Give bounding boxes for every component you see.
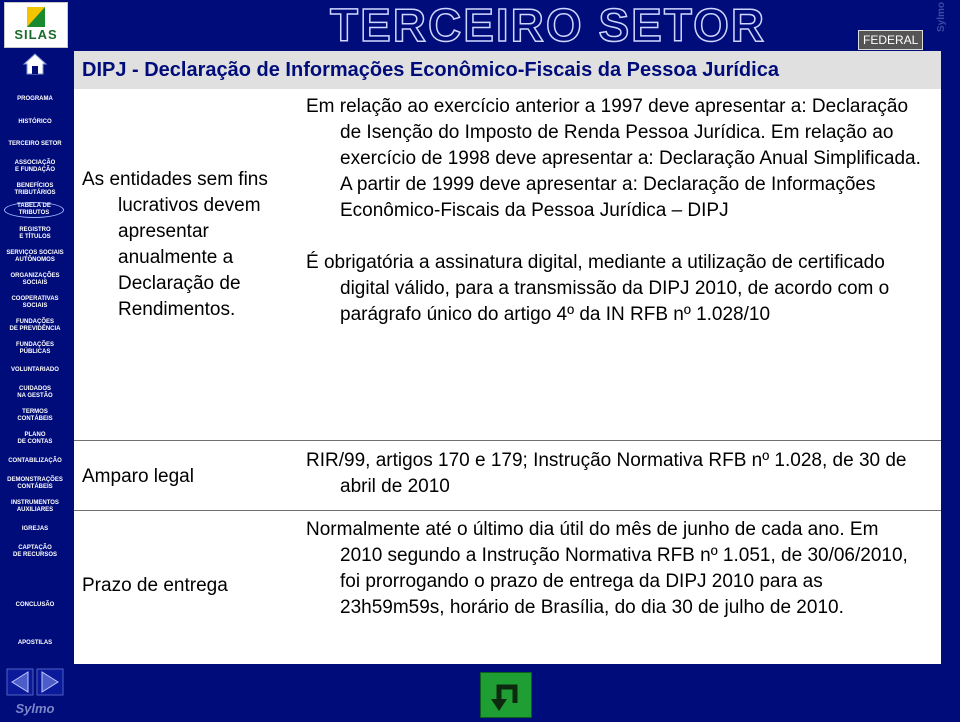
sidebar-item-beneficios[interactable]: BENEFÍCIOS TRIBUTÁRIOS xyxy=(14,183,56,196)
row-content xyxy=(306,448,924,500)
page-title: DIPJ - Declaração de Informações Econômico-Fiscais da Pessoa Jurídica xyxy=(74,51,941,89)
row-content xyxy=(306,517,924,621)
sidebar-item-plano-contas[interactable]: PLANO DE CONTAS xyxy=(17,432,53,445)
home-icon[interactable] xyxy=(22,52,48,76)
sidebar-item-apostilas[interactable]: APOSTILAS xyxy=(17,640,53,646)
logo xyxy=(4,2,68,48)
sidebar xyxy=(0,0,70,720)
return-arrow-icon xyxy=(481,673,531,717)
sidebar-item-cooperativas[interactable]: COOPERATIVAS SOCIAIS xyxy=(11,296,59,309)
table-row xyxy=(74,512,941,664)
sidebar-item-organizacoes[interactable]: ORGANIZAÇÕES SOCIAIS xyxy=(10,273,60,286)
row-label-text: Amparo legal xyxy=(82,466,194,487)
sidebar-item-instrumentos[interactable]: INSTRUMENTOS AUXILIARES xyxy=(11,500,59,513)
table-row xyxy=(74,442,941,511)
sidebar-item-servicos-sociais[interactable]: SERVIÇOS SOCIAIS AUTÔNOMOS xyxy=(6,250,64,263)
row-paragraph: Normalmente até o último dia útil do mês de junho de cada ano. Em 2010 segundo a Instrução Normativa RFB nº 1.051, de 30/06/2010, foi prorrogando o prazo de entrega da DIPJ 2010 para as 23h59m59s, horário de Brasília, do dia 30 de julho de 2010. xyxy=(306,519,908,618)
sidebar-item-igrejas[interactable]: IGREJAS xyxy=(21,526,49,532)
arrow-left-icon[interactable] xyxy=(7,669,33,695)
row-paragraph: RIR/99, artigos 170 e 179; Instrução Normativa RFB nº 1.028, de 30 de abril de 2010 xyxy=(306,450,907,497)
sidebar-item-associacao[interactable]: ASSOCIAÇÃO E FUNDAÇÃO xyxy=(14,160,56,173)
row-paragraph: Em relação ao exercício anterior a 1997 deve apresentar a: Declaração de Isenção do Imposto de Renda Pessoa Jurídica. Em relação ao exercício de 1998 deve apresentar a: Declaração Anual Simplificada. A partir de 1999 deve apresentar a: Declaração de Informações Econômico-Fiscais da Pessoa Jurídica – DIPJ xyxy=(306,96,921,221)
row-paragraph: É obrigatória a assinatura digital, mediante a utilização de certificado digital válido, para a transmissão da DIPJ 2010, de acordo com o parágrafo único do artigo 4º da IN RFB nº 1.028/10 xyxy=(306,252,890,325)
sylmo-brand-bottom: Sylmo xyxy=(15,701,55,716)
row-label xyxy=(82,464,277,490)
sidebar-item-termos[interactable]: TERMOS CONTÁBEIS xyxy=(17,409,53,422)
row-label xyxy=(82,167,277,323)
sidebar-item-cuidados[interactable]: CUIDADOS NA GESTÃO xyxy=(17,386,53,399)
row-label-text: Prazo de entrega xyxy=(82,575,228,596)
sidebar-item-fundacoes-previdencia[interactable]: FUNDAÇÕES DE PREVIDÊNCIA xyxy=(9,319,61,332)
row-label xyxy=(82,573,277,599)
nav-arrows xyxy=(6,668,64,696)
sidebar-item-demonstracoes[interactable]: DEMONSTRAÇÕES CONTÁBEIS xyxy=(7,477,63,490)
header-brand-title: TERCEIRO SETOR xyxy=(330,0,767,51)
sidebar-item-captacao[interactable]: CAPTAÇÃO DE RECURSOS xyxy=(12,545,57,558)
row-label-text: As entidades sem fins lucrativos devem apresentar anualmente a Declaração de Rendimentos. xyxy=(82,169,268,320)
back-button[interactable] xyxy=(480,672,532,718)
info-table xyxy=(74,89,941,664)
row-content xyxy=(306,94,924,328)
sidebar-item-fundacoes-publicas[interactable]: FUNDAÇÕES PÚBLICAS xyxy=(15,342,54,355)
arrow-right-icon[interactable] xyxy=(37,669,63,695)
sidebar-item-contabilizacao[interactable]: CONTABILIZAÇÃO xyxy=(8,458,62,464)
table-row xyxy=(74,89,941,441)
logo-text: SILAS xyxy=(14,27,58,42)
federal-badge: FEDERAL xyxy=(858,30,923,50)
sidebar-item-voluntariado[interactable]: VOLUNTARIADO xyxy=(11,367,59,373)
sidebar-item-historico[interactable]: HISTÓRICO xyxy=(18,119,52,125)
sidebar-item-conclusao[interactable]: CONCLUSÃO xyxy=(15,602,55,608)
sidebar-item-registro[interactable]: REGISTRO E TÍTULOS xyxy=(19,227,51,240)
sidebar-item-programa[interactable]: PROGRAMA xyxy=(17,96,53,102)
sidebar-item-terceiro-setor[interactable]: TERCEIRO SETOR xyxy=(8,141,62,147)
sidebar-item-tabela-tributos[interactable]: TABELA DE TRIBUTOS xyxy=(4,202,64,218)
sylmo-side-brand: Sylmo xyxy=(936,2,947,33)
